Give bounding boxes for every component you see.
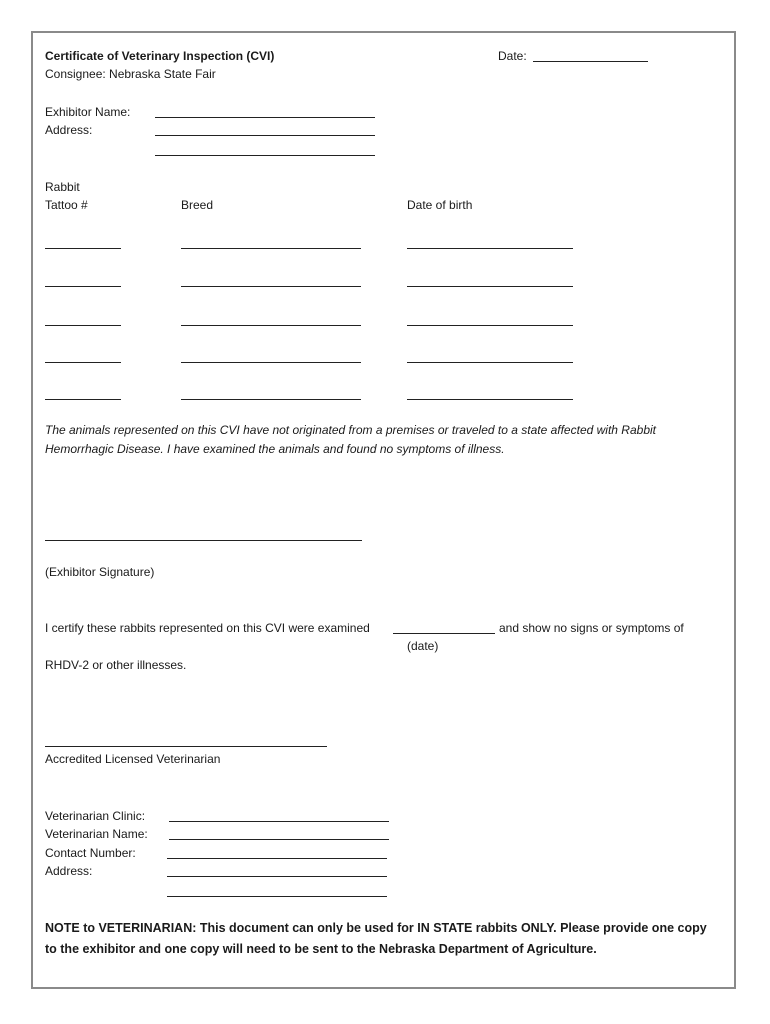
vet-address-field-1[interactable] — [167, 876, 387, 877]
tattoo-field[interactable] — [45, 362, 121, 363]
dob-field[interactable] — [407, 399, 573, 400]
tattoo-field[interactable] — [45, 286, 121, 287]
date-label: Date: — [498, 49, 527, 63]
certify-text-line2: RHDV-2 or other illnesses. — [45, 658, 187, 672]
exhibitor-address-label: Address: — [45, 123, 93, 137]
breed-field[interactable] — [181, 362, 361, 363]
exhibitor-address-field-2[interactable] — [155, 155, 375, 156]
vet-name-label: Veterinarian Name: — [45, 827, 148, 841]
vet-address-field-2[interactable] — [167, 896, 387, 897]
date-field[interactable] — [533, 61, 648, 62]
certify-text-after: and show no signs or symptoms of — [499, 621, 684, 635]
exam-date-field[interactable] — [393, 633, 495, 634]
vet-clinic-label: Veterinarian Clinic: — [45, 809, 146, 823]
certify-text-before: I certify these rabbits represented on this CVI were examined — [45, 621, 370, 635]
vet-signature-field[interactable] — [45, 746, 327, 747]
exhibitor-address-field-1[interactable] — [155, 135, 375, 136]
tattoo-field[interactable] — [45, 325, 121, 326]
contact-number-field[interactable] — [167, 858, 387, 859]
exhibitor-name-label: Exhibitor Name: — [45, 105, 131, 119]
vet-clinic-field[interactable] — [169, 821, 389, 822]
consignee-text: Consignee: Nebraska State Fair — [45, 67, 216, 81]
exhibitor-name-field[interactable] — [155, 117, 375, 118]
dob-field[interactable] — [407, 248, 573, 249]
vet-address-label: Address: — [45, 864, 93, 878]
tattoo-field[interactable] — [45, 399, 121, 400]
breed-field[interactable] — [181, 248, 361, 249]
vet-name-field[interactable] — [169, 839, 389, 840]
document-title: Certificate of Veterinary Inspection (CVI) — [45, 49, 275, 63]
veterinarian-note: NOTE to VETERINARIAN: This document can only be used for IN STATE rabbits ONLY. Please provide one copy to the exhibitor and one copy will need to be sent to the Nebraska Department of Agriculture. — [45, 921, 707, 956]
vet-signature-label: Accredited Licensed Veterinarian — [45, 752, 221, 766]
breed-header: Breed — [181, 198, 214, 212]
document-frame — [31, 31, 736, 989]
breed-field[interactable] — [181, 325, 361, 326]
tattoo-field[interactable] — [45, 248, 121, 249]
date-hint: (date) — [407, 639, 439, 653]
dob-field[interactable] — [407, 362, 573, 363]
dob-field[interactable] — [407, 325, 573, 326]
exhibitor-signature-field[interactable] — [45, 540, 362, 541]
rabbit-header: Rabbit — [45, 180, 80, 194]
tattoo-header: Tattoo # — [45, 198, 88, 212]
dob-header: Date of birth — [407, 198, 473, 212]
breed-field[interactable] — [181, 286, 361, 287]
exhibitor-signature-label: (Exhibitor Signature) — [45, 565, 155, 579]
contact-number-label: Contact Number: — [45, 846, 136, 860]
breed-field[interactable] — [181, 399, 361, 400]
rhd-statement: The animals represented on this CVI have not originated from a premises or traveled to a state affected with Rabbit Hemorrhagic Disease. I have examined the animals and found no symptoms of illness. — [45, 423, 656, 456]
dob-field[interactable] — [407, 286, 573, 287]
